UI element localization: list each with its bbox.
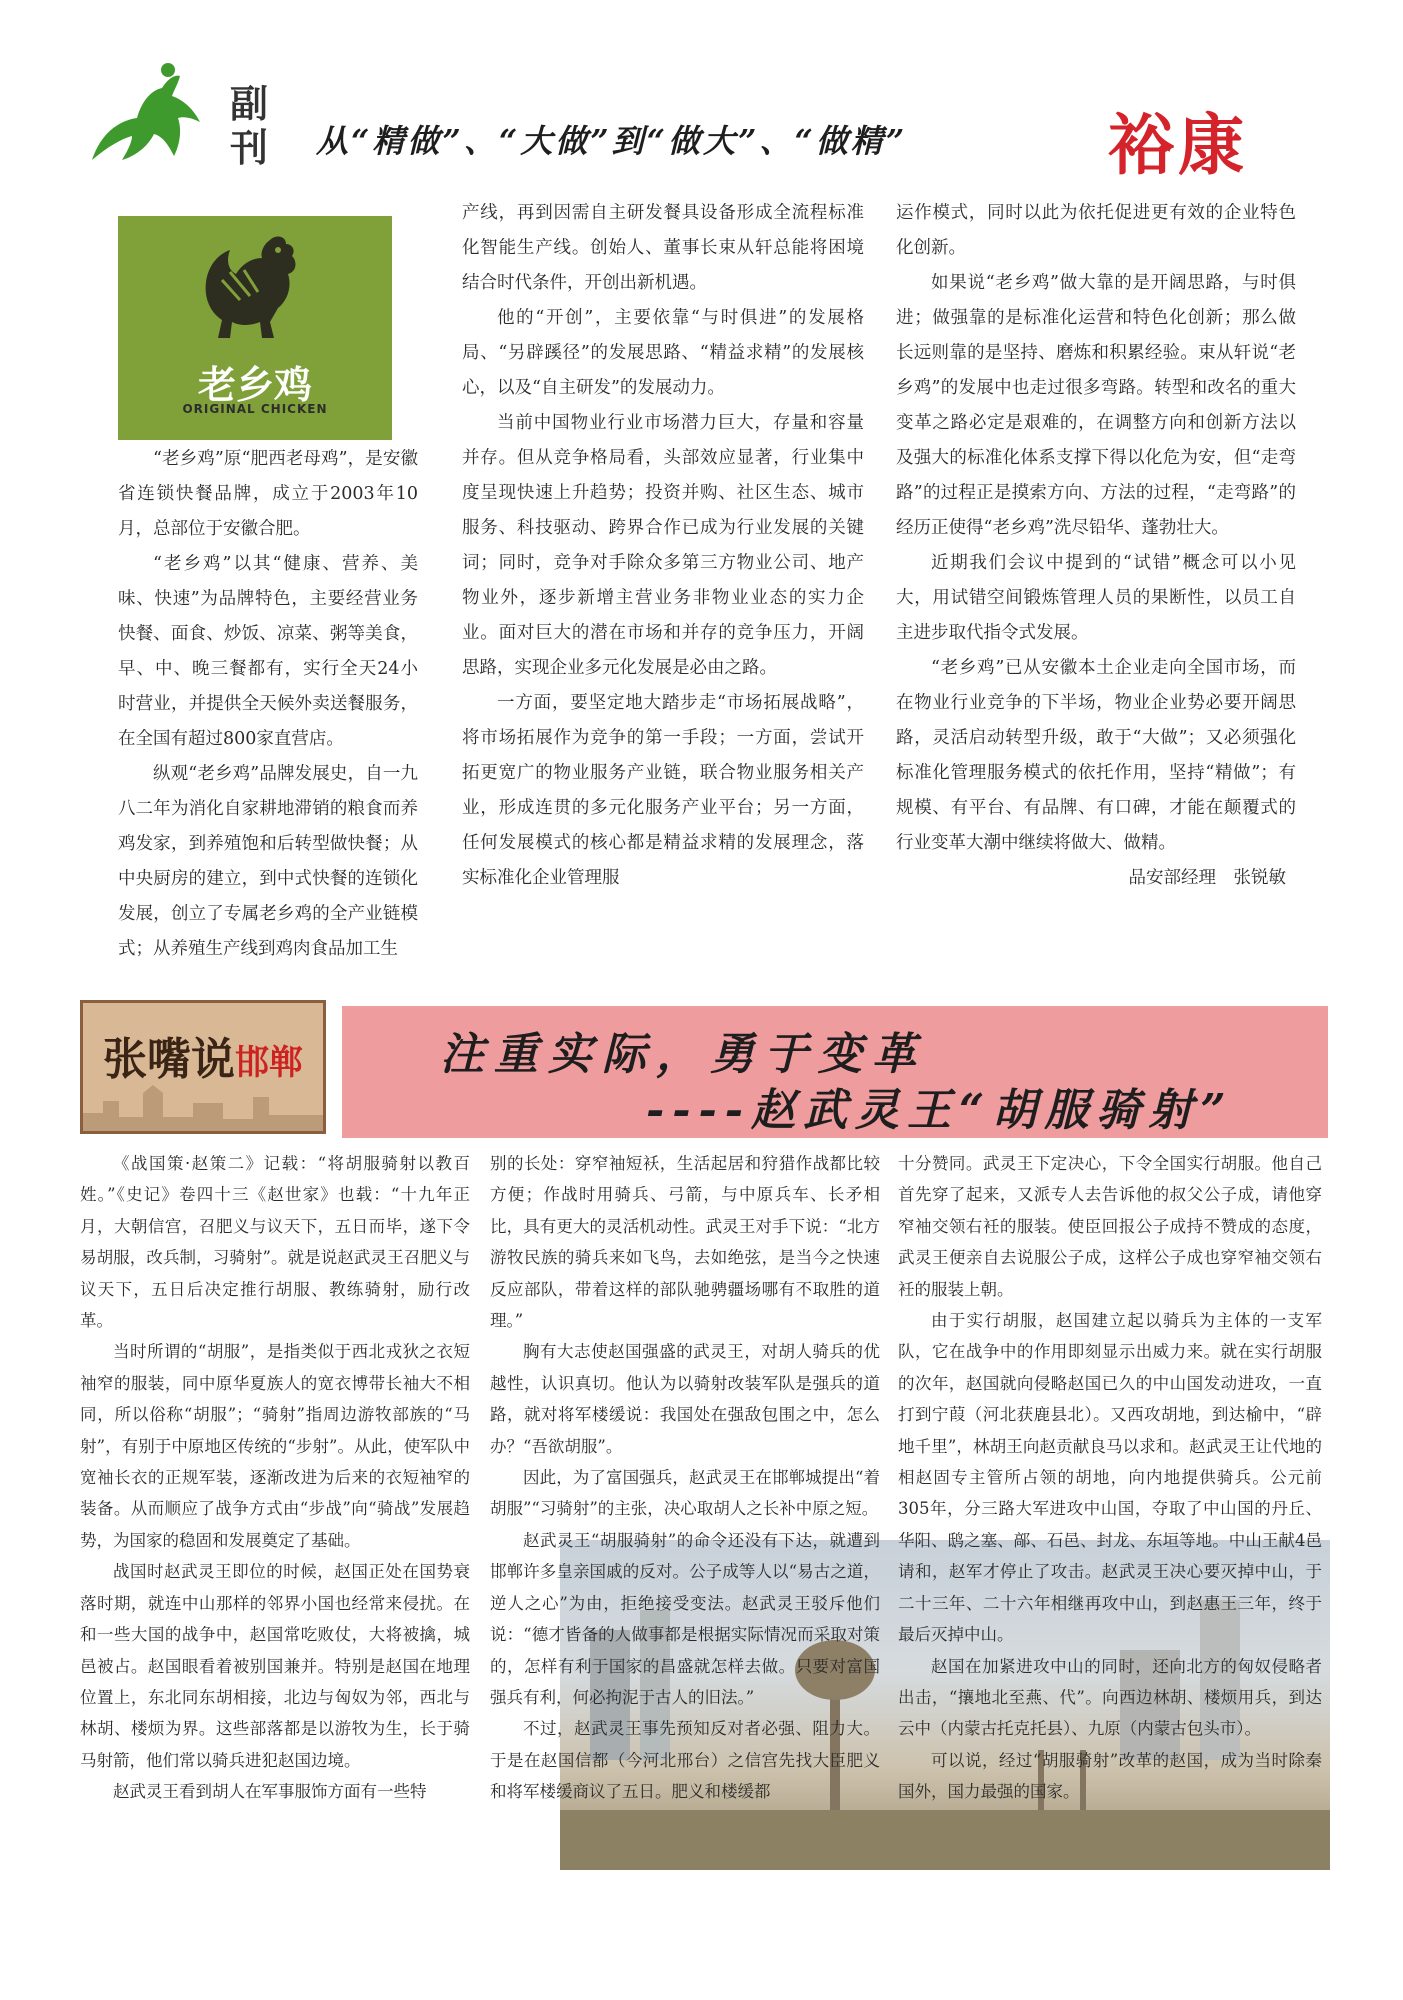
- paragraph: 他的“开创”，主要依靠“与时俱进”的发展格局、“另辟蹊径”的发展思路、“精益求精”的发展核心，以及“自主研发”的发展动力。: [462, 308, 864, 398]
- section-label: 副刊: [230, 82, 269, 170]
- paragraph: 战国时赵武灵王即位的时候，赵国正处在国势衰落时期，就连中山那样的邻界小国也经常来侵扰。在和一些大国的战争中，赵国常吃败仗，大将被擒，城邑被占。赵国眼看着被别国兼并。特别是赵国在地理位置上，东北同东胡相接，北边与匈奴为邻，西北与林胡、楼烦为界。这些部落都是以游牧为生，长于骑马射箭，他们常以骑兵进犯赵国边境。: [80, 1562, 470, 1770]
- paragraph: 《战国策·赵策二》记载：“将胡服骑射以教百姓。”《史记》卷四十三《赵世家》也载：“十九年正月，大朝信宫，召肥义与议天下，五日而毕，遂下令易胡服，改兵制，习骑射”。就是说赵武灵王召肥义与议天下，五日后决定推行胡服、教练骑射，励行改革。: [80, 1154, 470, 1331]
- section2-title: 注重实际，勇于变革: [440, 1029, 926, 1080]
- article1-col3: [896, 196, 1296, 896]
- paragraph: 如果说“老乡鸡”做大靠的是开阔思路，与时俱进；做强靠的是标准化运营和特色化创新；那么做长远则靠的是坚持、磨炼和积累经验。束从轩说“老乡鸡”的发展中也走过很多弯路。转型和改名的重大变革之路必定是艰难的，在调整方向和创新方法以及强大的标准化体系支撑下得以化危为安，但“走弯路”的过程正是摸索方向、方法的过程，“走弯路”的经历正使得“老乡鸡”洗尽铅华、蓬勃壮大。: [896, 273, 1296, 538]
- article2-col2: [490, 1148, 880, 1808]
- paragraph: 近期我们会议中提到的“试错”概念可以小见大，用试错空间锻炼管理人员的果断性，以员工自主进步取代指令式发展。: [896, 553, 1296, 643]
- author-signature: 品安部经理 张锐敏: [1128, 868, 1286, 888]
- paragraph: 不过，赵武灵王事先预知反对者必强、阻力大。于是在赵国信都（今河北邢台）之信宫先找大臣肥义和将军楼缓商议了五日。肥义和楼缓都: [490, 1719, 880, 1802]
- article1-col2: [462, 196, 864, 896]
- column-label-box: [80, 1000, 326, 1134]
- paragraph: 当前中国物业行业市场潜力巨大，存量和容量并存。但从竞争格局看，头部效应显著，行业集中度呈现快速上升趋势；投资并购、社区生态、城市服务、科技驱动、跨界合作已成为行业发展的关键词；同时，竞争对手除众多第三方物业公司、地产物业外，逐步新增主营业务非物业业态的实力企业。面对巨大的潜在市场和并存的竞争压力，开阔思路，实现企业多元化发展是必由之路。: [462, 413, 864, 678]
- section2-subtitle: ----赵武灵王“胡服骑射”: [646, 1085, 1234, 1136]
- paragraph: 十分赞同。武灵王下定决心，下令全国实行胡服。他自己首先穿了起来，又派专人去告诉他的叔父公子成，请他穿窄袖交领右衽的服装。使臣回报公子成持不赞成的态度，武灵王便亲自去说服公子成，这样公子成也穿窄袖交领右衽的服装上朝。: [898, 1154, 1322, 1299]
- brand-mark: 裕康: [1108, 106, 1248, 184]
- paragraph: 赵武灵王“胡服骑射”的命令还没有下达，就遭到邯郸许多皇亲国戚的反对。公子成等人以“易古之道，逆人之心”为由，拒绝接受变法。赵武灵王驳斥他们说：“德才皆备的人做事都是根据实际情况而采取对策的，怎样有利于国家的昌盛就怎样去做。只要对富国强兵有利，何必拘泥于古人的旧法。”: [490, 1530, 880, 1707]
- paragraph: 纵观“老乡鸡”品牌发展史，自一九八二年为消化自家耕地滞销的粮食而养鸡发家，到养殖饱和后转型做快餐；从中央厨房的建立，到中式快餐的连锁化发展，创立了专属老乡鸡的全产业链模式；从养殖生产线到鸡肉食品加工生: [118, 764, 418, 959]
- article2-col1: [80, 1148, 470, 1808]
- paragraph: 一方面，要坚定地大踏步走“市场拓展战略”，将市场拓展作为竞争的第一手段；一方面，尝试开拓更宽广的物业服务产业链，联合物业服务相关产业，形成连贯的多元化服务产业平台；另一方面，任何发展模式的核心都是精益求精的发展理念，落实标准化企业管理服: [462, 693, 864, 888]
- logo-name: 老乡鸡: [197, 363, 312, 407]
- column-label: 张嘴说邯郸: [103, 1034, 303, 1085]
- paragraph: 赵国在加紧进攻中山的同时，还向北方的匈奴侵略者出击，“攘地北至燕、代”。向西边林胡、楼烦用兵，到达云中（内蒙古托克托县）、九原（内蒙古包头市）。: [898, 1656, 1322, 1739]
- headline: 从“精做”、“大做”到“做大”、“做精”: [316, 122, 908, 160]
- rooster-icon: [200, 230, 310, 348]
- paragraph: 赵武灵王看到胡人在军事服饰方面有一些特: [113, 1782, 427, 1802]
- paragraph: “老乡鸡”原“肥西老母鸡”，是安徽省连锁快餐品牌，成立于2003年10月，总部位于安徽合肥。: [118, 449, 418, 539]
- paragraph: 产线，再到因需自主研发餐具设备形成全流程标准化智能生产线。创始人、董事长束从轩总能将困境结合时代条件，开创出新机遇。: [462, 203, 864, 293]
- paragraph: “老乡鸡”已从安徽本土企业走向全国市场，而在物业行业竞争的下半场，物业企业势必要开阔思路，灵活启动转型升级，敢于“大做”；又必须强化标准化管理服务模式的依托作用，坚持“精做”；有规模、有平台、有品牌、有口碑，才能在颠覆式的行业变革大潮中继续将做大、做精。: [896, 658, 1296, 853]
- logo-english: ORIGINAL CHICKEN: [182, 402, 328, 416]
- laoxiangji-logo: [118, 216, 392, 440]
- section2-banner: [342, 1006, 1328, 1138]
- paragraph: 别的长处：穿窄袖短袄，生活起居和狩猎作战都比较方便；作战时用骑兵、弓箭，与中原兵车、长矛相比，具有更大的灵活机动性。武灵王对手下说：“北方游牧民族的骑兵来如飞鸟，去如绝弦，是当今之快速反应部队，带着这样的部队驰骋疆场哪有不取胜的道理。”: [490, 1154, 880, 1331]
- article1-col1: [118, 442, 418, 967]
- masthead-horse-logo: [82, 60, 212, 172]
- paragraph: 当时所谓的“胡服”，是指类似于西北戎狄之衣短袖窄的服装，同中原华夏族人的宽衣博带长袖大不相同，所以俗称“胡服”；“骑射”指周边游牧部族的“马射”，有别于中原地区传统的“步射”。从此，使军队中宽袖长衣的正规军装，逐渐改进为后来的衣短袖窄的装备。从而顺应了战争方式由“步战”向“骑战”发展趋势，为国家的稳固和发展奠定了基础。: [80, 1342, 470, 1550]
- paragraph: 由于实行胡服，赵国建立起以骑兵为主体的一支军队，它在战争中的作用即刻显示出威力来。就在实行胡服的次年，赵国就向侵略赵国已久的中山国发动进攻，一直打到宁葭（河北获鹿县北）。又西攻胡地，到达榆中，“辟地千里”，林胡王向赵贡献良马以求和。赵武灵王让代地的相赵固专主管所占领的胡地，向内地提供骑兵。公元前305年，分三路大军进攻中山国，夺取了中山国的丹丘、华阳、鸱之塞、鄗、石邑、封龙、东垣等地。中山王献4邑请和，赵军才停止了攻击。赵武灵王决心要灭掉中山，于二十三年、二十六年相继再攻中山，到赵惠王三年，终于最后灭掉中山。: [898, 1311, 1322, 1645]
- paragraph: 胸有大志使赵国强盛的武灵王，对胡人骑兵的优越性，认识真切。他认为以骑射改装军队是强兵的道路，就对将军楼缓说：我国处在强敌包围之中，怎么办？“吾欲胡服”。: [490, 1342, 880, 1456]
- article2-col3: [898, 1148, 1322, 1808]
- paragraph: 运作模式，同时以此为依托促进更有效的企业特色化创新。: [896, 203, 1296, 258]
- paragraph: 可以说，经过“胡服骑射”改革的赵国，成为当时除秦国外，国力最强的国家。: [898, 1750, 1322, 1802]
- paragraph: 因此，为了富国强兵，赵武灵王在邯郸城提出“着胡服”“习骑射”的主张，决心取胡人之长补中原之短。: [490, 1468, 880, 1519]
- paragraph: “老乡鸡”以其“健康、营养、美味、快速”为品牌特色，主要经营业务快餐、面食、炒饭、凉菜、粥等美食，早、中、晚三餐都有，实行全天24小时营业，并提供全天候外卖送餐服务，在全国有超过800家直营店。: [118, 554, 418, 749]
